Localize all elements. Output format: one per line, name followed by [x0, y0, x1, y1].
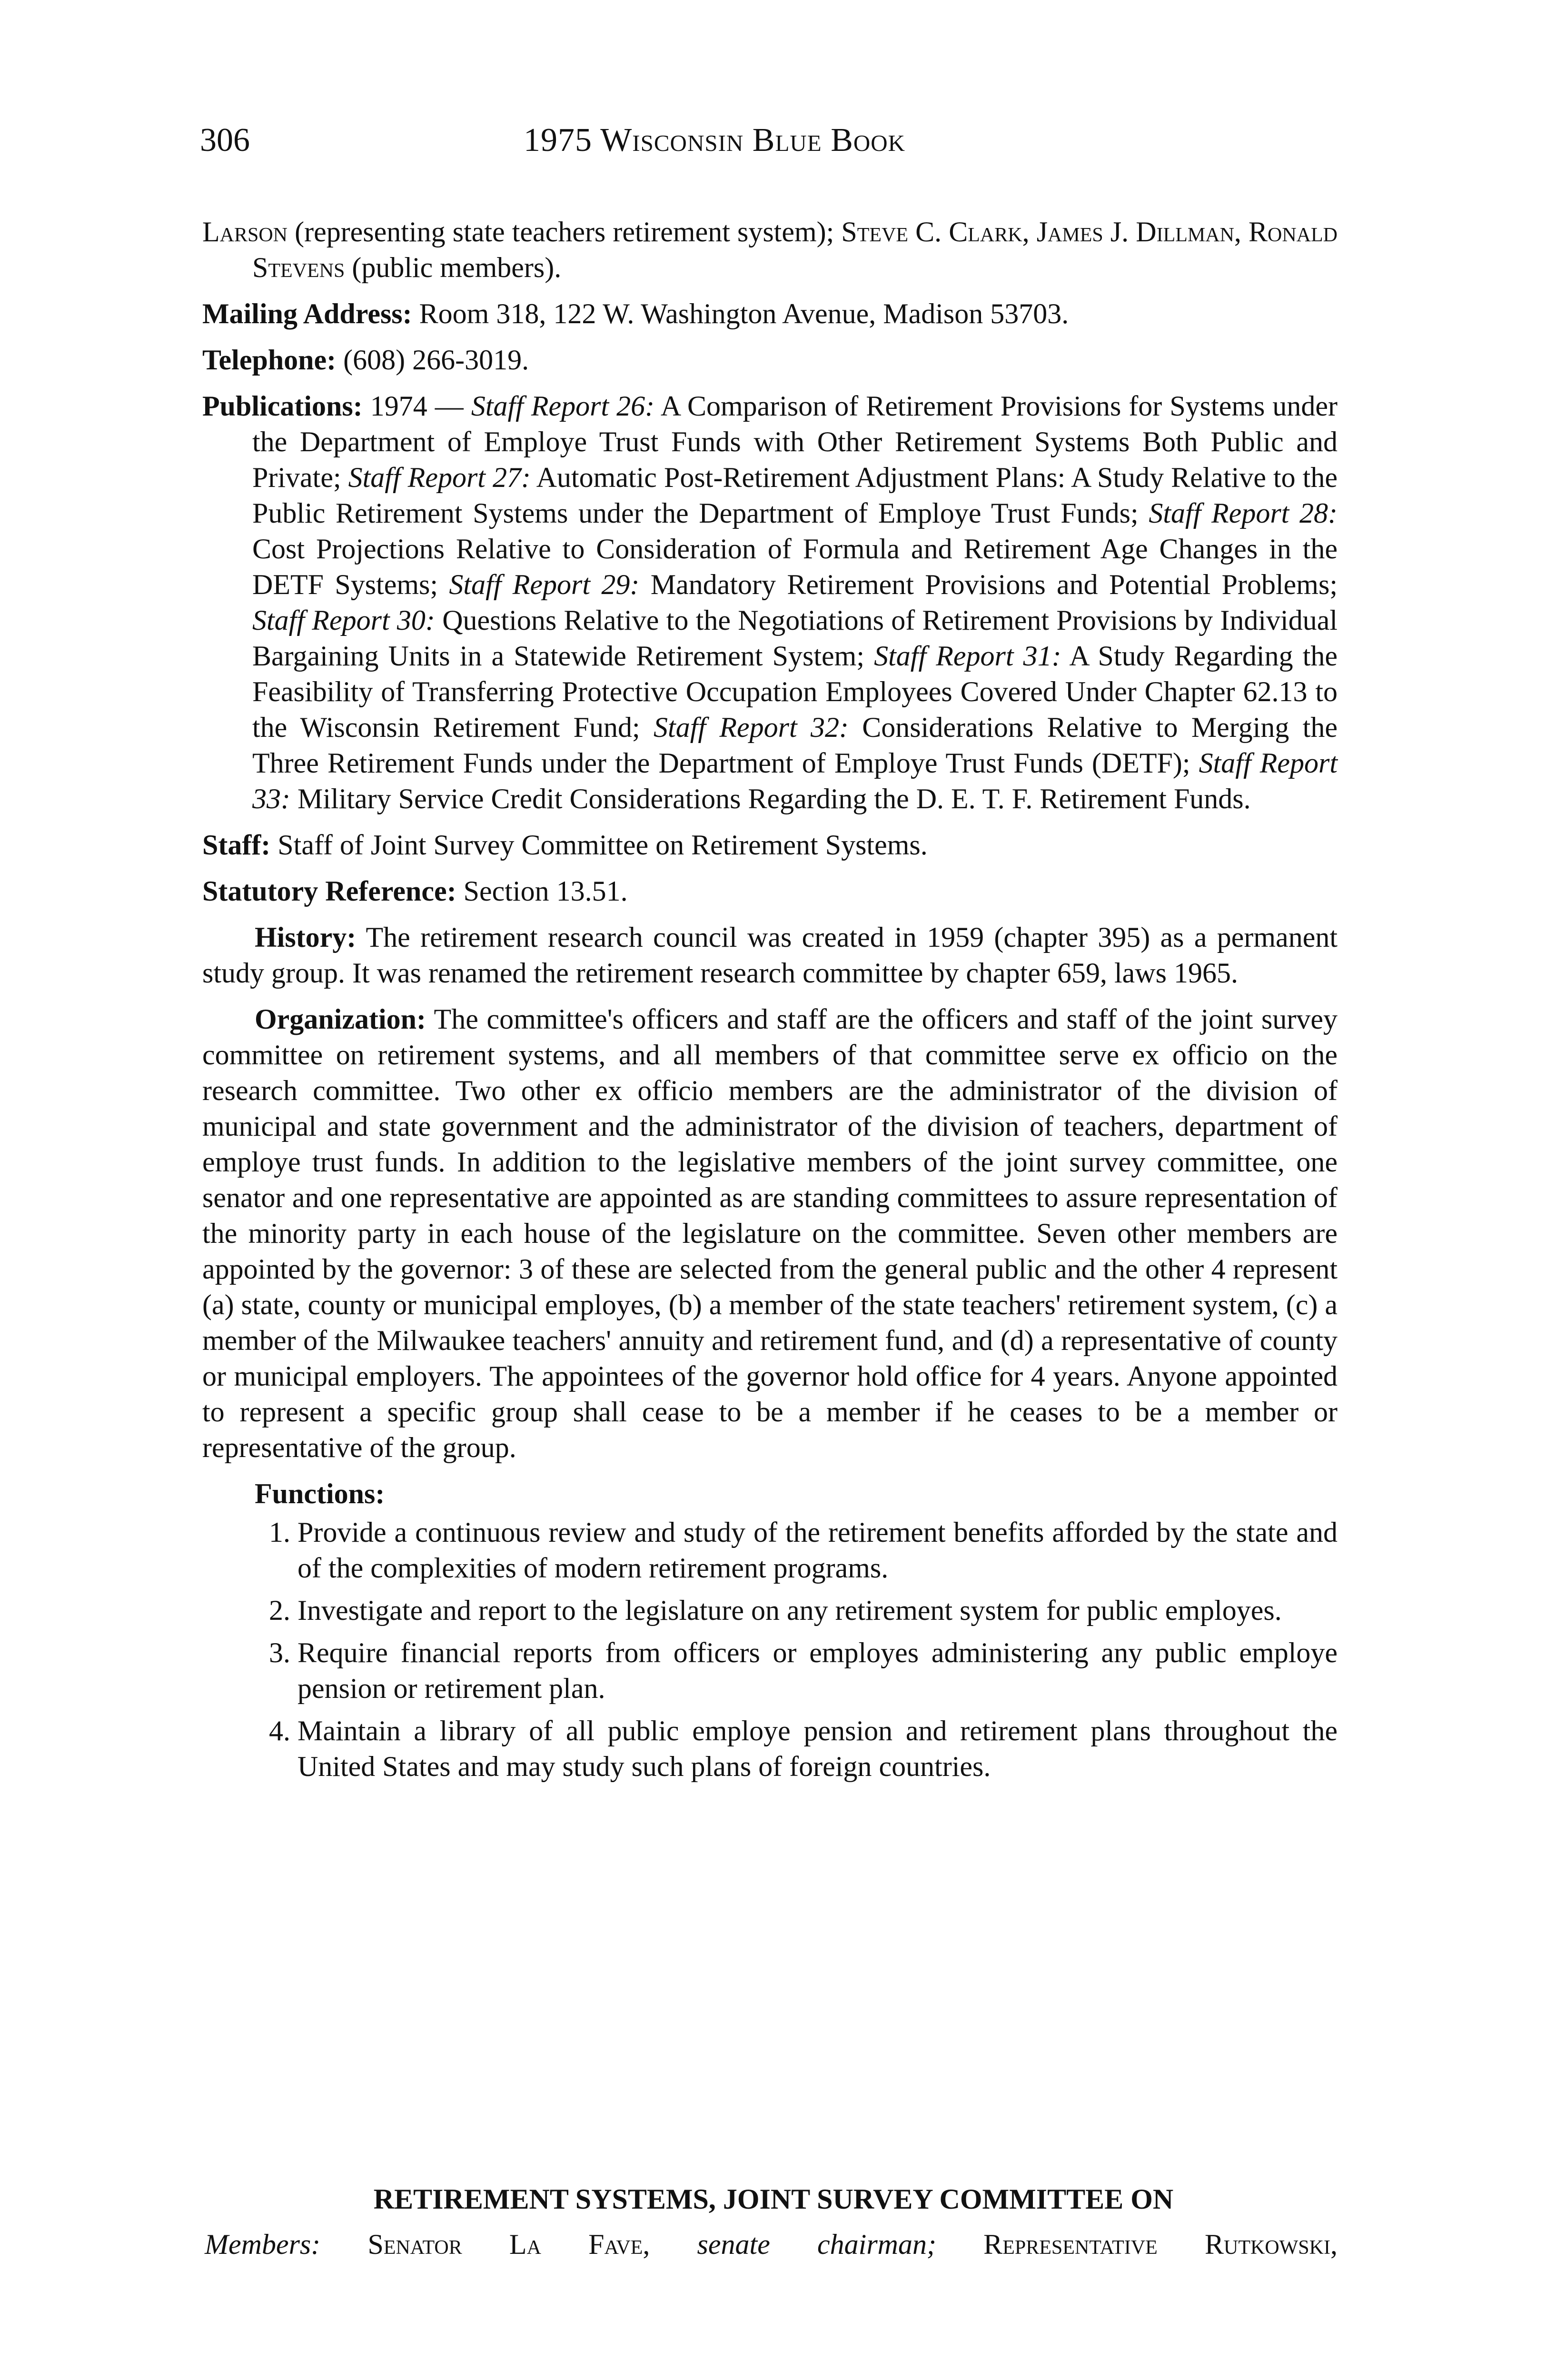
report-title: Staff Report 33: — [252, 747, 1338, 814]
report-title: Staff Report 26: — [471, 390, 655, 422]
history — [202, 920, 1338, 991]
report-title: Staff Report 27: — [348, 462, 531, 493]
running-head: 1975 Wisconsin Blue Book — [524, 122, 906, 159]
report-title: Staff Report 30: — [252, 605, 435, 636]
page-number: 306 — [200, 122, 250, 159]
senator-name: Senator La Fave, — [320, 2229, 697, 2260]
member-name: Ronald Stevens — [252, 216, 1338, 283]
mailing-address-label: Mailing Address: — [202, 298, 412, 329]
function-number: 3. — [269, 1637, 290, 1668]
member-name: James J. Dillman — [1036, 216, 1234, 248]
functions-label: Functions: — [255, 1478, 385, 1509]
members-continued: Larson (representing state teachers retirement system); Steve C. Clark, James J. Dillman, Ronald Stevens (public members). — [202, 216, 1338, 283]
mailing-address — [202, 296, 1338, 332]
function-item — [255, 1635, 1338, 1706]
report-title: Staff Report 28: — [1149, 497, 1338, 529]
publications: Publications: 1974 — Staff Report 26: A Comparison of Retirement Provisions for Systems under the Department of Employe Trust Funds with Other Retirement Systems Both Public and Private; Staff Report 27: Automatic Post-Retirement Adjustment Plans: A Study Relative to the Public Retirement Systems under the Department of Employe Trust Funds; Staff Report 28: Cost Projections Relative to Consideration of Formula and Retirement Age Changes in the DETF Systems; Staff Report 29: Mandatory Retirement Provisions and Potential Problems; Staff Report 30: Questions Relative to the Negotiations of Retirement Provisions by Individual Bargaining Units in a Statewide Retirement System; Staff Report 31: A Study Regarding the Feasibility of Transferring Protective Occupation Employees Covered Under Chapter 62.13 to the Wisconsin Retirement Fund; Staff Report 32: Considerations Relative to Merging the Three Retirement Funds under the Department of Employe Trust Funds (DETF); Staff Report 33: Military Service Credit Considerations Regarding the D. E. T. F. Retirement Funds. — [202, 390, 1338, 814]
members-line — [205, 2225, 1338, 2263]
function-item — [255, 1713, 1338, 1785]
senator-role: senate chairman; — [697, 2229, 936, 2260]
report-title: Staff Report 29: — [449, 569, 640, 600]
function-number: 2. — [269, 1595, 290, 1626]
function-text: Maintain a library of all public employe pension and retirement plans throughout the United States and may study such plans of foreign countries. — [297, 1715, 1338, 1782]
representative-name: Representative Rutkowski, — [936, 2229, 1338, 2260]
page-header — [200, 119, 1347, 162]
publications-label: Publications: — [202, 390, 363, 422]
history-label: History: — [255, 922, 357, 953]
function-text: Investigate and report to the legislature on any retirement system for public employes. — [297, 1595, 1282, 1626]
telephone — [202, 342, 1338, 378]
function-item — [255, 1515, 1338, 1586]
function-item — [255, 1593, 1338, 1628]
report-title: Staff Report 32: — [654, 712, 849, 743]
organization-text: The committee's officers and staff are the officers and staff of the joint survey committee on retirement systems, and all members of that committee serve ex officio on the research committee. Two other ex officio members are the administrator of the division of municipal and state government and the administrator of the division of teachers, department of employe trust funds. In addition to the legislative members of the joint survey committee, one senator and one representative are appointed as are standing committees to assure representation of the minority party in each house of the legislature on the committee. Seven other members are appointed by the governor: 3 of these are selected from the general public and the other 4 represent (a) state, county or municipal employes, (b) a member of the state teachers' retirement system, (c) a member of the Milwaukee teachers' annuity and retirement fund, and (d) a representative of county or municipal employers. The appointees of the governor hold office for 4 years. Anyone appointed to represent a specific group shall cease to be a member if he ceases to be a member or representative of the group. — [202, 1003, 1338, 1463]
staff — [202, 827, 1338, 863]
statutory-reference-value: Section 13.51. — [456, 875, 628, 907]
organization-label: Organization: — [255, 1003, 426, 1035]
statutory-reference — [202, 873, 1338, 909]
statutory-reference-label: Statutory Reference: — [202, 875, 456, 907]
history-text: The retirement research council was created in 1959 (chapter 395) as a permanent study group. It was renamed the retirement research committee by chapter 659, laws 1965. — [202, 922, 1338, 989]
member-name: Larson — [202, 216, 288, 248]
members-label: Members: — [205, 2229, 321, 2260]
function-number: 4. — [269, 1715, 290, 1746]
section-title: RETIREMENT SYSTEMS, JOINT SURVEY COMMITTEE ON — [373, 2183, 1174, 2215]
mailing-address-value: Room 318, 122 W. Washington Avenue, Madison 53703. — [412, 298, 1069, 329]
function-text: Require financial reports from officers or employes administering any public employe pension or retirement plan. — [297, 1637, 1338, 1704]
telephone-label: Telephone: — [202, 344, 337, 376]
member-name: Steve C. Clark — [841, 216, 1022, 248]
function-text: Provide a continuous review and study of the retirement benefits afforded by the state and of the complexities of modern retirement programs. — [297, 1517, 1338, 1584]
organization — [202, 1002, 1338, 1466]
telephone-value: (608) 266-3019. — [336, 344, 529, 376]
report-title: Staff Report 31: — [874, 640, 1061, 672]
main-text — [202, 214, 1338, 1791]
staff-label: Staff: — [202, 829, 271, 861]
staff-value: Staff of Joint Survey Committee on Retirement Systems. — [270, 829, 928, 861]
function-number: 1. — [269, 1517, 290, 1548]
